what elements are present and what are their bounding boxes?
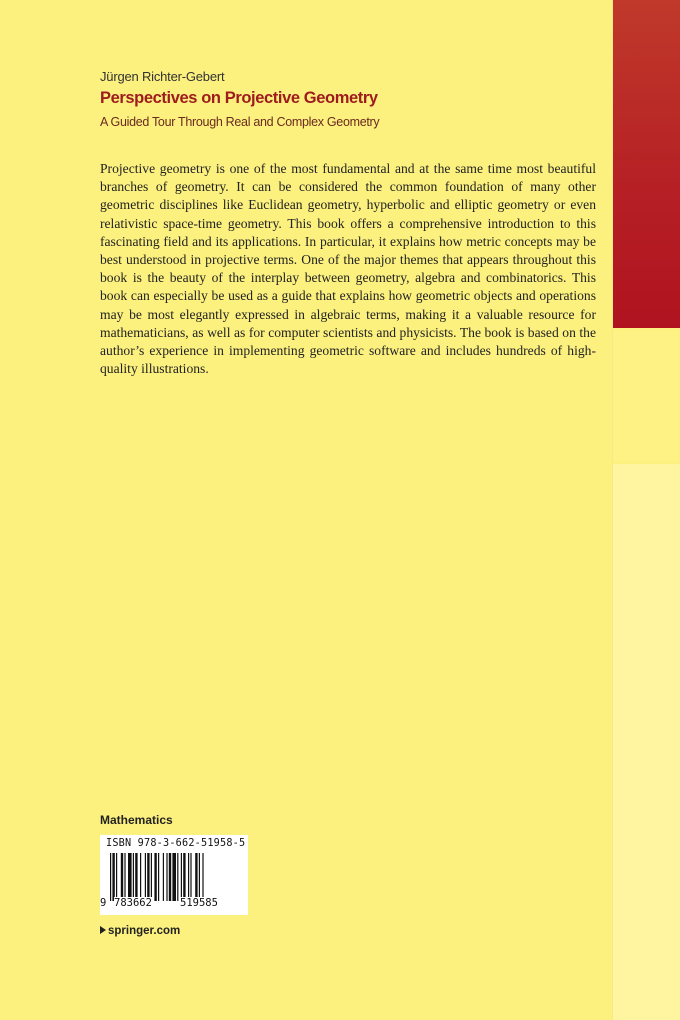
book-subtitle: A Guided Tour Through Real and Complex Geometry (100, 115, 380, 129)
barcode-bar (116, 853, 117, 901)
barcode-bar (124, 853, 125, 901)
barcode-bar (147, 853, 149, 901)
barcode-bar (163, 853, 164, 901)
barcode-bar (172, 853, 176, 901)
barcode-bar (151, 853, 152, 901)
barcode-digits-right: 519585 (180, 897, 218, 909)
barcode-bar (183, 853, 185, 901)
author-name: Jürgen Richter-Gebert (100, 69, 225, 84)
barcode-bar (177, 853, 178, 901)
barcode-digit-first: 9 (100, 897, 107, 909)
subject-category: Mathematics (100, 813, 173, 827)
barcode-bar (112, 853, 114, 901)
barcode-bar (140, 853, 141, 901)
pale-side-block (613, 464, 680, 1020)
barcode-bar (188, 853, 189, 901)
barcode-bar (202, 853, 203, 901)
barcode-bar (166, 853, 167, 901)
barcode-bar (190, 853, 191, 901)
barcode-bar (121, 853, 123, 901)
yellow-side-block (613, 330, 680, 462)
isbn-label: ISBN 978-3-662-51958-5 (106, 838, 246, 849)
publisher-url: springer.com (108, 925, 181, 937)
barcode-bar (133, 853, 134, 901)
barcode-bar (154, 853, 156, 901)
isbn-barcode (100, 835, 248, 915)
book-description: Projective geometry is one of the most fundamental and at the same time most beautiful branches of geometry. It can be considered the common foundation of many other geometric disciplines like Euclidean geometry, hyperbolic and elliptic geometry or even relativistic space-time geometry. This book offers a comprehensive introduction to this fascinating field and its applications. In particular, it explains how metric concepts may be best understood in projective terms. One of the major themes that appears throughout this book is the beauty of the interplay between geometry, algebra and combinatorics. This book can especially be used as a guide that explains how geometric objects and operations may be most elegantly expressed in algebraic terms, making it a valuable resource for mathematicians, as well as for computer scientists and physicists. The book is based on the author’s experience in implementing geometric software and includes hundreds of high-quality illustrations. (100, 161, 596, 377)
barcode-bar (181, 853, 182, 901)
barcode-bar (145, 853, 146, 901)
triangle-arrow-icon (100, 926, 106, 934)
spine-edge (612, 0, 613, 1020)
barcode-digits (100, 897, 248, 913)
barcode-bars (108, 853, 240, 901)
barcode-bar (169, 853, 171, 901)
barcode-bar (110, 853, 111, 901)
red-side-stripe (613, 0, 680, 328)
book-title: Perspectives on Projective Geometry (100, 89, 378, 107)
barcode-digits-left: 783662 (114, 897, 152, 909)
barcode-bar (128, 853, 132, 901)
publisher-link[interactable] (100, 925, 180, 937)
barcode-bar (158, 853, 159, 901)
barcode-bar (135, 853, 137, 901)
barcode-bar (195, 853, 197, 901)
barcode-bar (199, 853, 200, 901)
